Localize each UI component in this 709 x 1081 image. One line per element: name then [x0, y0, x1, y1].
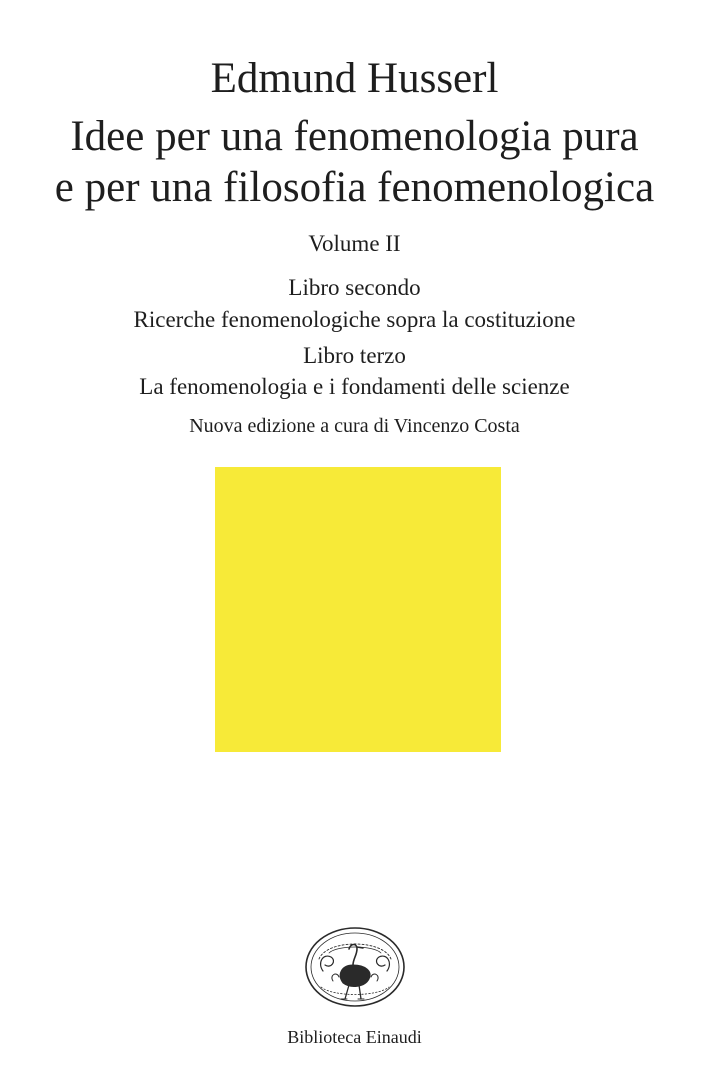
author-name: Edmund Husserl	[210, 55, 499, 102]
publisher-name: Biblioteca Einaudi	[287, 1027, 422, 1047]
edition-credit: Nuova edizione a cura di Vincenzo Costa	[189, 415, 520, 437]
book-three-title: La fenomenologia e i fondamenti delle scienze	[139, 374, 570, 399]
book-two-label: Libro secondo	[288, 275, 421, 300]
yellow-square	[215, 467, 501, 752]
book-three-label: Libro terzo	[303, 343, 406, 368]
einaudi-ostrich-emblem-icon	[303, 925, 407, 1009]
book-two-title: Ricerche fenomenologiche sopra la costituzione	[133, 307, 576, 332]
volume-label: Volume II	[308, 231, 401, 256]
title-line-2: e per una filosofia fenomenologica	[54, 164, 655, 211]
title-line-1: Idee per una fenomenologia pura	[70, 113, 639, 160]
